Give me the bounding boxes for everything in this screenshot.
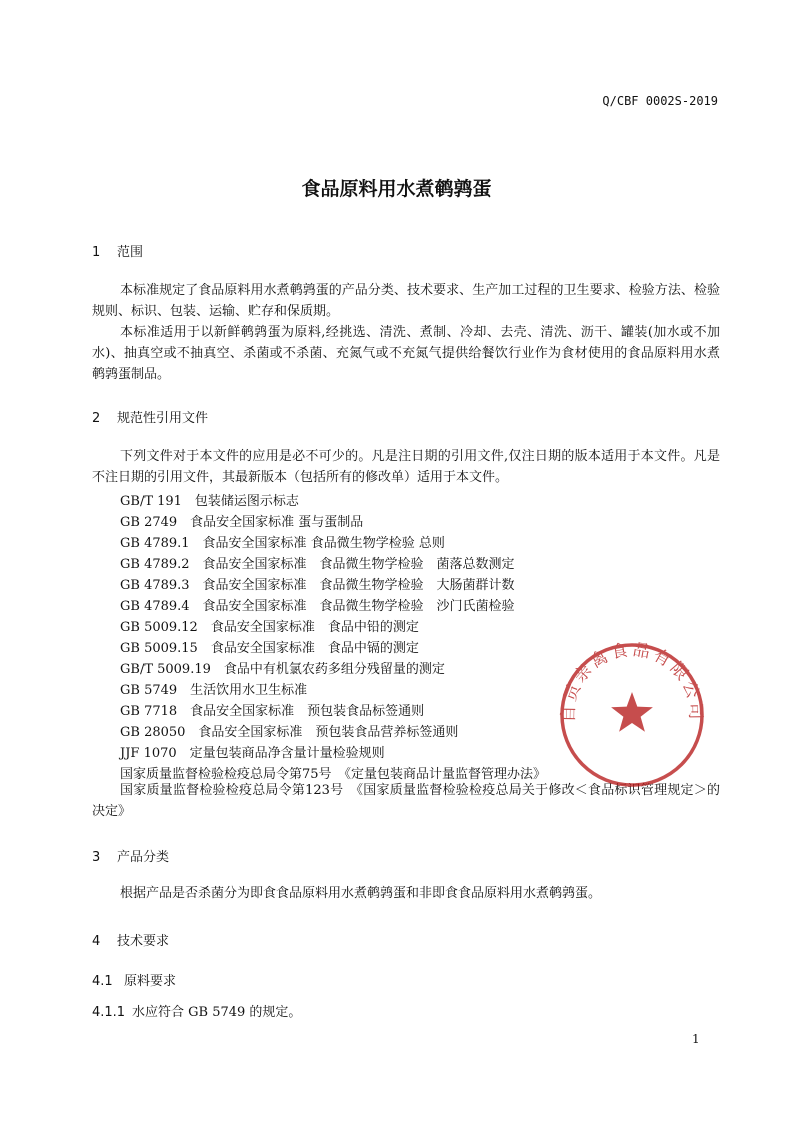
section-number: 1: [92, 245, 101, 260]
section-number: 4.1: [92, 974, 113, 989]
reference-item: GB 2749 食品安全国家标准 蛋与蛋制品: [120, 515, 364, 530]
reference-item: GB 7718 食品安全国家标准 预包装食品标签通则: [120, 704, 425, 719]
reference-item: GB 28050 食品安全国家标准 预包装食品营养标签通则: [120, 725, 459, 740]
classification-paragraph: 根据产品是否杀菌分为即食食品原料用水煮鹌鹑蛋和非即食食品原料用水煮鹌鹑蛋。: [120, 886, 602, 901]
references-intro: 下列文件对于本文件的应用是必不可少的。凡是注日期的引用文件,仅注日期的版本适用于本文件。凡是不注日期的引用文件，其最新版本（包括所有的修改单）适用于本文件。: [92, 449, 720, 485]
standard-number: Q/CBF 0002S-2019: [602, 94, 718, 108]
reference-item: GB 4789.4 食品安全国家标准 食品微生物学检验 沙门氏菌检验: [120, 599, 515, 614]
reference-item: GB 4789.2 食品安全国家标准 食品微生物学检验 菌落总数测定: [120, 557, 515, 572]
section-number: 4: [92, 934, 101, 949]
section-title: 产品分类: [117, 850, 170, 865]
reference-item: GB 4789.1 食品安全国家标准 食品微生物学检验 总则: [120, 536, 445, 551]
section-title: 规范性引用文件: [117, 411, 209, 426]
clause-text: 水应符合 GB 5749 的规定。: [132, 1005, 302, 1020]
company-seal: [557, 640, 707, 790]
section-3-heading: [92, 846, 169, 865]
reference-item: GB/T 5009.19 食品中有机氯农药多组分残留量的测定: [120, 662, 445, 677]
reference-item: GB 5749 生活饮用水卫生标准: [120, 683, 308, 698]
reference-item: GB 5009.12 食品安全国家标准 食品中铅的测定: [120, 620, 419, 635]
seal-text: 自贡亲禽食品有限公司: [558, 640, 706, 723]
reference-item: 国家质量监督检验检疫总局令第75号 《定量包装商品计量监督管理办法》: [120, 767, 547, 782]
section-title: 范围: [117, 245, 144, 260]
section-2-heading: [92, 407, 208, 426]
reference-item: GB 5009.15 食品安全国家标准 食品中镉的测定: [120, 641, 419, 656]
section-4-1-heading: [92, 970, 176, 989]
section-title: 原料要求: [124, 974, 177, 989]
clause-number: 4.1.1: [92, 1005, 126, 1020]
section-4-heading: [92, 930, 169, 949]
section-number: 3: [92, 850, 101, 865]
document-title: 食品原料用水煮鹌鹑蛋: [301, 178, 492, 200]
scope-paragraph-1: 本标准规定了食品原料用水煮鹌鹑蛋的产品分类、技术要求、生产加工过程的卫生要求、检验方法、检验规则、标识、包装、运输、贮存和保质期。: [92, 283, 720, 319]
reference-item: JJF 1070 定量包装商品净含量计量检验规则: [120, 746, 385, 761]
reference-item-last: 国家质量监督检验检疫总局令第123号 《国家质量监督检验检疫总局关于修改＜食品标识管理规定＞的决定》: [92, 783, 720, 819]
reference-item: GB/T 191 包装储运图示标志: [120, 494, 299, 509]
section-title: 技术要求: [117, 934, 170, 949]
section-1-heading: [92, 241, 143, 260]
scope-paragraph-2: 本标准适用于以新鲜鹌鹑蛋为原料,经挑选、清洗、煮制、冷却、去壳、清洗、沥干、罐装(加水或不加水)、抽真空或不抽真空、杀菌或不杀菌、充氮气或不充氮气提供给餐饮行业作为食材使用的食品原料用水煮鹌鹑蛋制品。: [92, 325, 720, 382]
section-number: 2: [92, 411, 101, 426]
clause-4-1-1: [92, 1001, 301, 1020]
page-number: 1: [692, 1032, 700, 1046]
reference-item: GB 4789.3 食品安全国家标准 食品微生物学检验 大肠菌群计数: [120, 578, 515, 593]
seal-star-icon: [611, 692, 653, 732]
